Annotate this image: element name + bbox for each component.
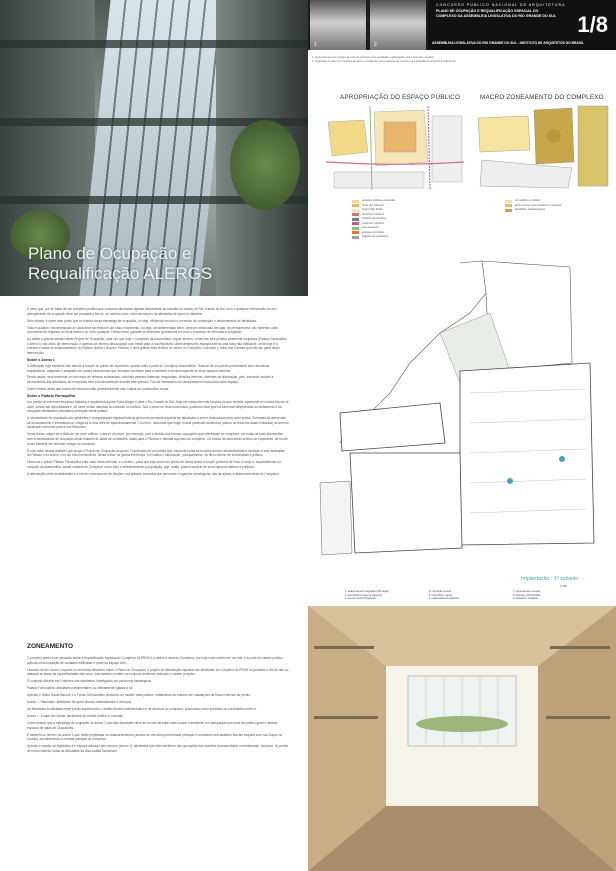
legend-item: 8. depósito / almoxarifado: [513, 593, 541, 597]
paragraph: Apenas o Teatro Dante Barone e o Fórum Democrático possuem um caráter mais público, enfatizando-se entorno em instalações de fluxos internos do prédio.: [27, 693, 251, 698]
paragraph: Toda e qualquer movimentação de usos deve ser feita em um único movimento, ou seja, um determinado setor, uma vez deslocado de lugar, ali permanecerá, não havendo outro movimento de regresso ao local anterior ou outro qualquer. Desta forma, garante-se eficiência operacional em todo o processo de reformas e ocupação.: [27, 325, 279, 335]
plan-caption: Implantação - 1º subsolo: [521, 576, 578, 582]
parking-block: [460, 363, 594, 545]
hero-render: [0, 0, 308, 296]
legend-item: 5. reservatório / apoio: [429, 593, 453, 597]
board-number: 1/8: [577, 12, 608, 37]
plan-scale: 1:500: [560, 584, 567, 588]
hall-block: [350, 453, 462, 553]
solar-dos-camara: [384, 122, 416, 152]
balcony-rail: [546, 716, 610, 719]
paragraph: Anexo I - Riachuelo: atividades de apoio técnico-administrativo e serviços.: [27, 700, 132, 705]
paragraph: Libera-se o prédio Palácio Farroupilha para suas obras internas, e o Anexo I, para que seja posto em prédio de forma tenha a função (reforma de fluxo e usos) e, especialmente no conjunto da Assembleia, dando unidade de Complexo a seu todo e definitivamente à população, que, então, poderá usufruir de seus espaços abertos e públicos.: [27, 460, 281, 469]
header-band: [428, 0, 616, 50]
public-area: [328, 120, 368, 156]
competition-label: CONCURSO PÚBLICO NACIONAL DE ARQUITETURA: [436, 3, 566, 7]
legend-label: Teatro São Pedro: [362, 208, 383, 211]
legend-item: 4. circulação vertical: [429, 590, 451, 593]
legend-label: ligações de pedestres: [362, 235, 389, 238]
paragraph: Levando-se em conta o exposto no memorial descritivo sobre o Plano de Ocupação, o projeto de distribuição espacial das atividades do Complexo ALERGS foi pensado a fim de não só adequar as áreas às especificidades dos usos, mas também conferir ao conjunto ambiente distinção e caráter próprios.: [27, 667, 289, 677]
paragraph: A necessidade de ampliação das gabinetes e reorganização espacial interna gera uma demanda especial de atividades a serem deslocadas para outro prédio. Somadas às demandas de deslocamento e infraestrutura, chega-se a uma área de aproximadamente 7,4 mil m², área esta que exige o ideal potencial construtivo (dados os recursos atuais limitados) do terreno localizado conforme para a rua Riachuelo.: [27, 416, 289, 430]
zoneamento-heading: ZONEAMENTO: [27, 643, 74, 650]
plan-subtitle: PLANO DE OCUPAÇÃO E REQUALIFICAÇÃO ESPACIAL DO COMPLEXO DA ASSEMBLEIA LEGISLATIVA DO RIO GRANDE DO SUL: [436, 9, 556, 18]
legend-label: espaços públicos existentes: [362, 199, 396, 202]
paragraph: Apenas a sessão de legislativo e o espaço utilizado pelo terreno (anexo 1), atividades que não interferem nas operações das sessões da assembleia, necessitariam, inclusive, do prédio de forma distinta; todas as atividades da vida cidadã funcionam.: [27, 744, 289, 753]
marker-dot: [559, 456, 565, 462]
paragraph: Ao visitar o grande desafio deste Projeto de Ocupação, uma vez que hoje o Complexo da Assembleia, requer terreno, conta com três prédios totalmente ocupados (Palácio Farroupilha e Anexo I) sob ofício de intervenção, e apenas um terreno desocupado com frente para a rua Riachuelo. Além destes três espaços temos uma faixa não edificante, onde hoje é a entrada e saída do estacionamento do Palácio (sobre o Arquivo Público) e uma grande área vizinha no centro do Complexo, incluindo o Solar dos Câmara que não faz parte desta intervenção.: [27, 337, 287, 355]
block: [334, 172, 424, 188]
public-space-diagram: [324, 102, 466, 192]
paragraph: Desta forma, surgiu-se a idéia de um novo edifício, o anexo de pisos, por exemplo, com a divisão das futuras ocupações que interessam ao complexo, em todas as suas interseções sem a necessidade de ocupação ainda maiores de salas de comissões, salas para o Plenário e demais suportes do complexo. Os custos de obra serão seletos do orçamento, de forma a não interferir em nenhum estágio de comando.: [27, 432, 288, 446]
legend-label: caminhos públicos: [362, 212, 385, 216]
legend-item: 9. sanitários / vestiários: [513, 597, 538, 601]
legend-swatch: [352, 231, 359, 234]
legend-label: Solar dos Câmara: [362, 203, 384, 207]
legend-label: acessos principais: [362, 230, 384, 234]
paragraph: Sem dúvida, é sobre este ponto que se baseia nossa estratégia de ocupação, ou seja, eficiência em todo o processo de construção e deslocamento de atividades.: [27, 318, 258, 323]
legend-item: 6. estacionamento visitantes: [429, 597, 460, 601]
balcony-rail: [314, 646, 374, 649]
zone-public-cultural: [478, 116, 530, 152]
hero-beam: [0, 40, 308, 48]
espaco-publico-title: APROPRIAÇÃO DO ESPAÇO PÚBLICO: [340, 94, 461, 101]
legend-swatch: [352, 209, 359, 212]
note: 2. Ocupação do pátio com funções de apoio e criação de novos espaços de convívio na integração do conjunto arquitetônico.: [312, 59, 457, 63]
zone-marker: [547, 129, 561, 143]
paragraph: É com base nestas análises que surge o Projeto de Ocupação proposto. Construção de um prédio que comporte todas as funções técnico-administrativas e serviços e seis dedicadas do Palácio e do Anexo I em um único movimento. Desta forma, se ganha em tempo, em custos e otimização, principalmente, do fluxo interno de funcionários e público.: [27, 448, 285, 458]
legend-item: 1. estacionamento Deputados (85 vagas): [345, 590, 389, 593]
legend-item: 2. área técnica / casa de máquinas: [345, 593, 383, 597]
floor-plan-subsolo: [310, 253, 606, 613]
zoneamento-text: [27, 656, 289, 866]
plan-legend: [345, 590, 595, 601]
paragraph: A edificação hoje existente não atende à função do prédio de escritórios, quanto mais à parte do Complexo Assembleia. Trata-se de um prédio previamente sem relevância arquitetônica, adquirido e adaptado em partes desconexas que incluíram contribuir para a melhoria e técnica especial de seus espaços internos.: [27, 363, 270, 373]
balcony-rail: [314, 716, 378, 719]
block: [432, 116, 462, 182]
legend-swatch: [352, 222, 359, 225]
legend-swatch: [352, 204, 359, 207]
legend-swatch: [352, 218, 359, 221]
paragraph: O conjunto dividido em 3 setores das atividades, interligados por percursos estratégicos.: [27, 679, 153, 684]
paragraph: É certo que, por se tratar de um complexo público que comporta atividades ligadas diretamente ao cidadão do estado do Rio Grande do Sul, todo e qualquer intervenção ao seu planejamento de ocupação deve ser pensada a fim de, ao mínimo ruído, não interromper as atividades de quem lá trabalha.: [27, 307, 277, 316]
balcony-rail: [550, 646, 610, 649]
legend-swatch: [352, 227, 359, 230]
paragraph: Sendo assim, será eminente um processo de reforma substancial, incluindo paredes externas, esquadrias, divisões internas, sistemas de iluminação, piso, tornando inviável a permanência das atividades ali compostas face a funcionamento durante este período. Faz-se necessário um deslocamento inicial para outro espaço.: [27, 375, 274, 385]
legend-swatch: [352, 200, 359, 203]
thumbnail-number: 1: [314, 42, 317, 48]
legend-label: caminhos públicos: [362, 221, 385, 225]
legend-label: uso público e cultural: [515, 199, 541, 202]
institution-label: ASSEMBLEIA LEGISLATIVA DO RIO GRANDE DO SUL - INSTITUTO DE ARQUITETOS DO BRASIL: [432, 41, 584, 45]
paragraph: O primeiro ponto a ser pensado sobre a requalificação espacial do Complexo ALERGS é a definir a área do Complexo, por hoje está contido em um lote, é a partir do estado público, apenas uma ocupação de unidades edificadas e parte do espaço livre.: [27, 656, 284, 665]
paragraph: Um prédio de extrema relevância histórica e arquitetônica para Porto Alegre e para o Rio Grande do Sul. Hoje ele comporta mais funções do que deveria, apertando em certos blocos de usos, zonas mal aproveitadas e, de certa forma, danosas ao conceito do edifício. Sob o ponto de vista econômico, podemos dizer que há interesse desprendido do andamento e da ocupação destinada a atividades principais deste palácio.: [27, 400, 289, 414]
legend-item: [352, 235, 395, 240]
legend-label: apoio técnico-administrativo e serviços: [515, 203, 562, 207]
legend-item: [505, 208, 561, 213]
photo-thumbnail: [310, 0, 366, 50]
macro-zoning-diagram: [468, 102, 610, 192]
zone-technical-admin: [578, 106, 608, 186]
paragraph: A articulação entre as atividades e o correto zoneamento de funções nos prédios, somados aos percursos e ligações estratégicas, são as ajudas a desenvolvimento do Complexo.: [27, 471, 280, 476]
legend-swatch: [505, 204, 512, 207]
note: 1. Aproveitamento do espaço de vivência existente com ampliação e adequação para o fluxo dos usuários.: [312, 56, 435, 59]
wing: [340, 403, 445, 451]
legend-label: Trânsito de veículos: [362, 217, 386, 220]
paragraph: É também no terreno do anexo 1 que estão projetadas os estacionamentos (acesso de veículos pela entrada principal e corredores sob auditório fica até esquina com rua Duque de Caxias), reconhecendo a entrada principal do complexo.: [27, 732, 283, 742]
hero-title: Plano de Ocupação e Requalificação ALERGS: [28, 244, 213, 283]
header-photos: [308, 0, 428, 50]
legend-swatch: [352, 236, 359, 239]
legend-swatch: [505, 209, 512, 212]
stair-block: [320, 481, 352, 555]
atrium-render: [308, 606, 616, 871]
thumbnail-number: 2: [374, 42, 377, 48]
legend-swatch: [505, 200, 512, 203]
photo-notes: [312, 56, 602, 63]
zoning-legend: [505, 199, 561, 213]
paragraph: As atividades localizadas neste prédio suprem todo o âmbito técnico-administrativo e de serviços do complexo, procurando setor próximos ou conectados entre si.: [27, 707, 257, 712]
green-roof: [416, 716, 508, 732]
legend-label: rota acessível: [362, 226, 379, 229]
legend-swatch: [352, 213, 359, 216]
macro-zoneamento-title: MACRO ZONEAMENTO DO COMPLEXO: [480, 94, 604, 101]
legend-label: atividades parlamentares: [515, 208, 546, 211]
photo-thumbnail: [370, 0, 426, 50]
subheading: Sobre o Anexo I:: [27, 357, 56, 362]
paragraph: Palácio Farroupilha: atividades parlamentares ou intimamente ligadas a tal.: [27, 686, 134, 691]
paragraph: Cabe lembrar ainda que custos de reforma estão previsivelmente com custos de construções novas.: [27, 387, 170, 392]
subheading: Sobre o Palácio Farroupilha:: [27, 394, 76, 399]
paragraph: Anexo I - Duque de Caxias: atividades de caráter público e culturais.: [27, 714, 124, 719]
hero-tree: [230, 120, 300, 210]
paragraph: Cabe lembrar que a estratégia de ocupação do anexo 1 com tais atividades deve-se ao fato de estar mais locado e ambiente, em adequação aos usos de público geral e demais espaços de salas de Ocupações.: [27, 721, 278, 730]
public-space-legend: [352, 199, 395, 240]
legend-item: 7. rampa acesso veículos: [513, 590, 541, 593]
marker-dot: [507, 478, 513, 484]
legend-item: 3. acesso veículos Riachuelo: [345, 597, 376, 601]
